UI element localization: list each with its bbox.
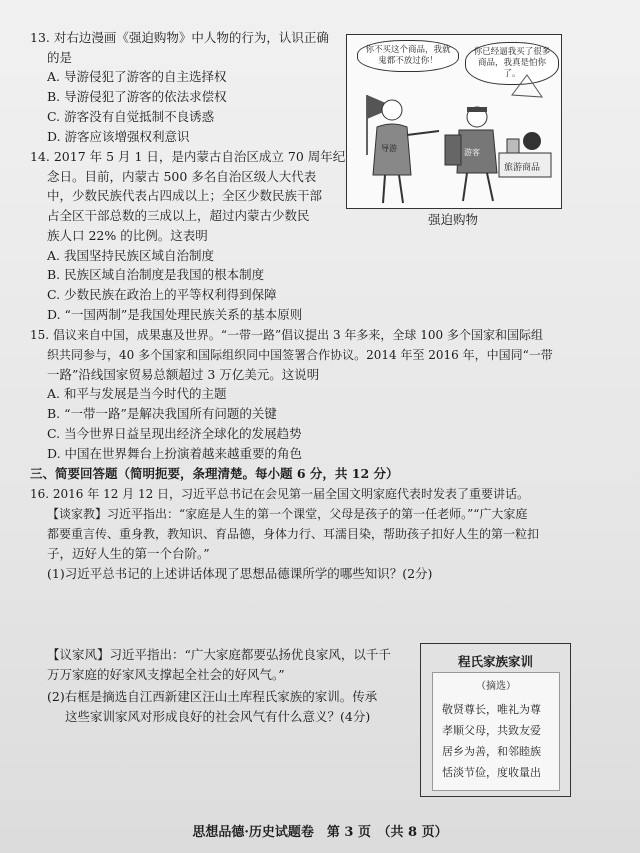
q13-option-c: C. 游客没有自觉抵制不良诱惑 <box>47 109 215 124</box>
q13-option-b: B. 导游侵犯了游客的依法求偿权 <box>47 89 227 104</box>
q14-stem-line-5: 族人口 22% 的比例。这表明 <box>47 228 208 243</box>
family-rules-content <box>432 672 560 791</box>
family-rule-line: 敬贤尊长，唯礼为尊 <box>442 703 541 716</box>
label-tourist: 游客 <box>464 148 480 157</box>
q16-subquestion-2-line-1: (2)右框是摘选自江西新建区汪山土库程氏家族的家训。传承 <box>47 689 378 704</box>
q14-option-d: D. “一国两制”是我国处理民族关系的基本原则 <box>47 307 303 322</box>
family-rules-title: 程氏家族家训 <box>457 654 533 669</box>
q16-subquestion-2-line-2: 这些家训家风对形成良好的社会风气有什么意义？(4分) <box>65 709 371 724</box>
q13-option-a: A. 导游侵犯了游客的自主选择权 <box>47 69 227 84</box>
q16-talk-line-1: 【谈家教】习近平指出：“家庭是人生的第一个课堂，父母是孩子的第一任老师。”“广大家庭 <box>47 507 528 521</box>
family-rules-box <box>420 643 571 797</box>
cartoon-drawing <box>347 35 561 208</box>
q13-option-d: D. 游客应该增强权利意识 <box>47 129 190 144</box>
q15-stem-line-3: 一路”沿线国家贸易总额超过 3 万亿美元。这说明 <box>47 367 320 382</box>
q15-stem-line-2: 织共同参与，40 多个国家和国际组织同中国签署合作协议。2014 年至 2016 年，中国同“一带 <box>47 348 553 362</box>
q15-stem-line-1: 15. 倡议来自中国，成果惠及世界。“一带一路”倡议提出 3 年多来，全球 100 多个国家和国际组 <box>30 328 543 342</box>
q15-option-b: B. “一带一路”是解决我国所有问题的关键 <box>47 406 277 421</box>
q16-subquestion-1: (1)习近平总书记的上述讲话体现了思想品德课所学的哪些知识？(2分) <box>47 566 433 581</box>
speech-bubble-tourist: 你已经逼我买了很多商品，我真是怕你了。 <box>465 42 559 85</box>
speech-bubble-guide: 你不买这个商品，我就鬼都不放过你！ <box>357 40 459 72</box>
q16-talk-line-3: 子，迈好人生的第一个台阶。” <box>47 546 210 561</box>
q13-stem-line-1: 13. 对右边漫画《强迫购物》中人物的行为，认识正确 <box>30 30 329 45</box>
q13-stem-line-2: 的是 <box>47 50 73 65</box>
q14-stem-line-1: 14. 2017 年 5 月 1 日，是内蒙古自治区成立 70 周年纪 <box>30 149 346 164</box>
family-rule-line: 孝顺父母，共致友爱 <box>442 724 541 737</box>
q14-option-b: B. 民族区域自治制度是我国的根本制度 <box>47 267 265 282</box>
q14-stem-line-4: 占全区干部总数的三成以上，超过内蒙古少数民 <box>47 208 310 223</box>
q14-option-c: C. 少数民族在政治上的平等权利得到保障 <box>47 287 277 302</box>
cartoon-forced-shopping <box>346 34 562 209</box>
q16-talk-line-2: 都要重言传、重身教，教知识、育品德，身体力行、耳濡目染，帮助孩子扣好人生的第一粒扣 <box>47 527 540 541</box>
q16-feng-line-1: 【议家风】习近平指出：“广大家庭都要弘扬优良家风，以千千 <box>47 647 391 662</box>
q15-option-d: D. 中国在世界舞台上扮演着越来越重要的角色 <box>47 446 303 461</box>
label-tourist-goods: 旅游商品 <box>504 163 541 173</box>
family-rules-subtitle: （摘选） <box>476 681 516 692</box>
q15-option-a: A. 和平与发展是当今时代的主题 <box>47 386 227 401</box>
family-rule-line: 恬淡节俭，度收量出 <box>442 766 541 779</box>
q16-intro: 16. 2016 年 12 月 12 日，习近平总书记在会见第一届全国文明家庭代表时发表了重要讲话。 <box>30 487 530 501</box>
q14-option-a: A. 我国坚持民族区域自治制度 <box>47 248 214 263</box>
q14-stem-line-3: 中，少数民族代表占四成以上；全区少数民族干部 <box>47 188 323 203</box>
q15-option-c: C. 当今世界日益呈现出经济全球化的发展趋势 <box>47 426 302 441</box>
section-3-heading: 三、简要回答题（简明扼要，条理清楚。每小题 6 分，共 12 分） <box>30 466 399 481</box>
cartoon-caption: 强迫购物 <box>427 212 478 227</box>
family-rule-line: 居乡为善，和邻睦族 <box>442 745 541 758</box>
q14-stem-line-2: 念日。目前，内蒙古 500 多名自治区级人大代表 <box>47 169 317 184</box>
label-guide: 导游 <box>381 144 397 153</box>
q16-feng-line-2: 万万家庭的好家风支撑起全社会的好风气。” <box>47 667 285 682</box>
page-footer: 思想品德·历史试题卷 第 3 页 （共 8 页） <box>192 825 448 840</box>
